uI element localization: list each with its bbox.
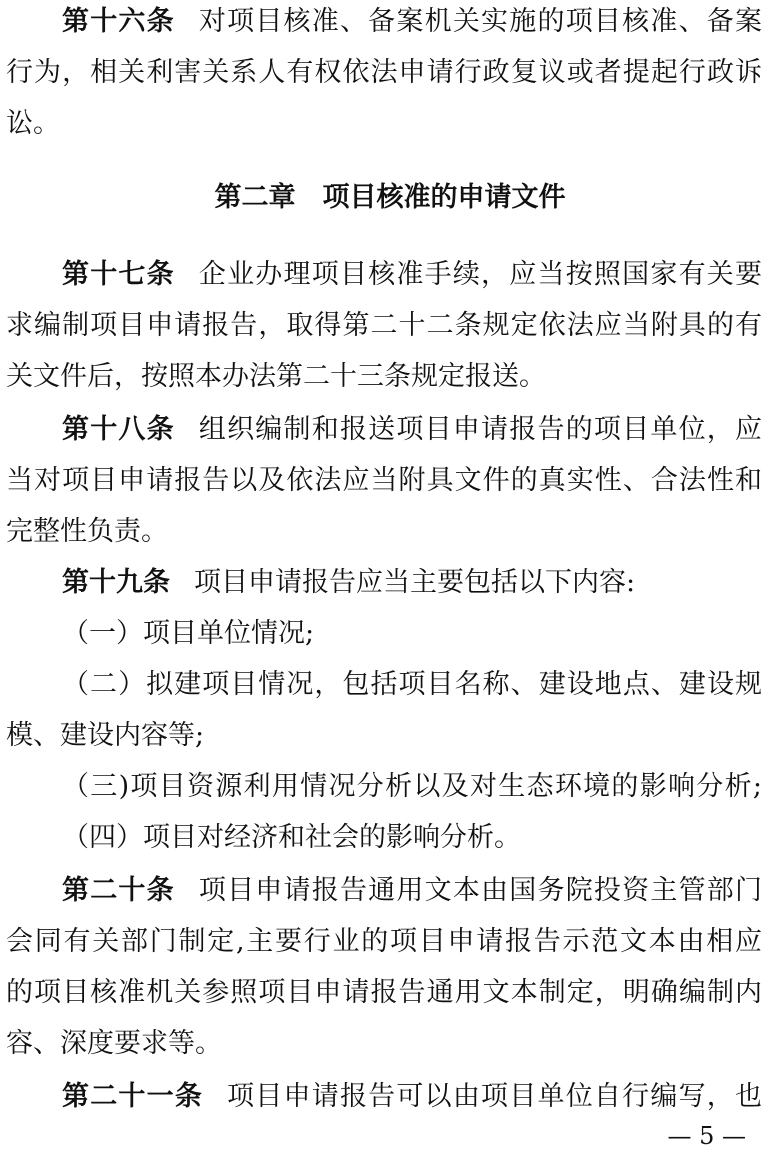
article-19-item-2: （二）拟建项目情况，包括项目名称、建设地点、建设规: [62, 669, 762, 700]
article-18-line-2: 当对项目申请报告以及依法应当附具文件的真实性、合法性和: [6, 465, 762, 496]
article-21-title: 第二十一条: [62, 1081, 204, 1112]
article-16-line-3: 讼。: [6, 108, 60, 139]
article-17-line-3: 关文件后，按照本办法第二十三条规定报送。: [6, 361, 546, 392]
article-19-title: 第十九条: [62, 567, 170, 598]
page-number: — 5 —: [667, 1122, 746, 1150]
article-17-line-1: [62, 255, 762, 295]
article-17-text: 企业办理项目核准手续，应当按照国家有关要: [198, 259, 763, 290]
article-17-line-2: 求编制项目申请报告，取得第二十二条规定依法应当附具的有: [6, 310, 762, 341]
chapter-heading: 第二章 项目核准的申请文件: [214, 182, 566, 213]
article-19-text: 项目申请报告应当主要包括以下内容:: [194, 567, 636, 598]
article-19-line-1: [62, 563, 762, 603]
article-16-title: 第十六条: [62, 6, 175, 37]
article-18-text: 组织编制和报送项目申请报告的项目单位，应: [198, 414, 763, 445]
article-16-text: 对项目核准、备案机关实施的项目核准、备案: [198, 6, 763, 37]
article-16-line-1: [62, 2, 762, 42]
article-20-line-1: [62, 871, 762, 911]
article-20-line-2: 会同有关部门制定,主要行业的项目申请报告示范文本由相应: [6, 926, 762, 957]
article-20-title: 第二十条: [62, 875, 175, 906]
article-19-item-3: （三)项目资源利用情况分析以及对生态环境的影响分析;: [62, 771, 762, 802]
article-19-item-2-cont: 模、建设内容等;: [6, 720, 205, 751]
article-19-item-4: （四）项目对经济和社会的影响分析。: [62, 822, 521, 853]
article-17-title: 第十七条: [62, 259, 175, 290]
article-20-text: 项目申请报告通用文本由国务院投资主管部门: [198, 875, 763, 906]
article-21-text: 项目申请报告可以由项目单位自行编写，也: [227, 1081, 763, 1112]
article-16-line-2: 行为，相关利害关系人有权依法申请行政复议或者提起行政诉: [6, 57, 762, 88]
article-18-line-1: [62, 410, 762, 450]
article-20-line-4: 容、深度要求等。: [6, 1028, 222, 1059]
article-21-line-1: [62, 1077, 762, 1117]
article-19-item-1: （一）项目单位情况;: [62, 618, 315, 649]
article-20-line-3: 的项目核准机关参照项目申请报告通用文本制定，明确编制内: [6, 977, 762, 1008]
article-18-line-3: 完整性负责。: [6, 516, 168, 547]
article-18-title: 第十八条: [62, 414, 175, 445]
